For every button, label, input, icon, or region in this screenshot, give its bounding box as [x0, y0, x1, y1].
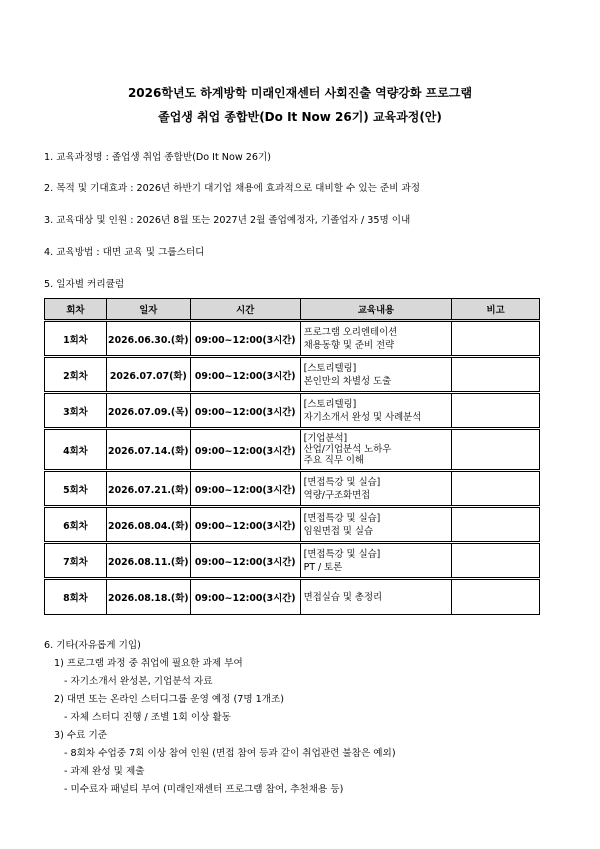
cell-time: 09:00~12:00(3시간) [190, 579, 300, 615]
table-row [45, 357, 540, 393]
cell-session: 1회차 [45, 321, 107, 357]
section-target: 3. 교육대상 및 인원 : 2026년 8월 또는 2027년 2월 졸업예정자, 기졸업자 / 35명 이내 [44, 215, 411, 226]
table-row [45, 321, 540, 357]
cell-date: 2026.06.30.(화) [106, 321, 190, 357]
header-session: 회차 [45, 299, 107, 321]
document-subtitle: 졸업생 취업 종합반(Do It Now 26기) 교육과정(안) [158, 110, 442, 124]
table-header-row [45, 299, 540, 321]
cell-time: 09:00~12:00(3시간) [190, 357, 300, 393]
document-title: 2026학년도 하계방학 미래인재센터 사회진출 역량강화 프로그램 [127, 86, 473, 100]
list-item: - 자기소개서 완성본, 기업분석 자료 [64, 676, 213, 687]
cell-note [452, 429, 540, 471]
cell-date: 2026.07.21.(화) [106, 471, 190, 507]
cell-date: 2026.08.18.(화) [106, 579, 190, 615]
cell-session: 6회차 [45, 507, 107, 543]
cell-date: 2026.08.04.(화) [106, 507, 190, 543]
cell-content: [기업분석] 산업/기업분석 노하우 주요 직무 이해 [300, 429, 452, 471]
cell-note [452, 321, 540, 357]
cell-content: [면접특강 및 실습] 역량/구조화면접 [300, 471, 452, 507]
table-row [45, 543, 540, 579]
cell-content: 면접실습 및 총정리 [300, 579, 452, 615]
cell-content: [스토리텔링] 자기소개서 완성 및 사례분석 [300, 393, 452, 429]
list-item: 1) 프로그램 과정 중 취업에 필요한 과제 부여 [54, 658, 243, 669]
section-purpose: 2. 목적 및 기대효과 : 2026년 하반기 대기업 채용에 효과적으로 대비할 수 있는 준비 과정 [44, 183, 421, 194]
cell-session: 5회차 [45, 471, 107, 507]
list-item: - 8회차 수업중 7회 이상 참여 인원 (면접 참여 등과 같이 취업관련 불참은 예외) [64, 748, 396, 759]
cell-content: 프로그램 오리엔테이션 채용동향 및 준비 전략 [300, 321, 452, 357]
cell-note [452, 357, 540, 393]
cell-time: 09:00~12:00(3시간) [190, 471, 300, 507]
cell-date: 2026.07.14.(화) [106, 429, 190, 471]
cell-session: 2회차 [45, 357, 107, 393]
cell-time: 09:00~12:00(3시간) [190, 321, 300, 357]
header-time: 시간 [190, 299, 300, 321]
list-item: - 자체 스터디 진행 / 조별 1회 이상 활동 [64, 712, 231, 723]
cell-date: 2026.08.11.(화) [106, 543, 190, 579]
section-etc-heading: 6. 기타(자유롭게 기입) [44, 640, 141, 651]
header-note: 비고 [452, 299, 540, 321]
cell-time: 09:00~12:00(3시간) [190, 507, 300, 543]
cell-session: 4회차 [45, 429, 107, 471]
cell-session: 8회차 [45, 579, 107, 615]
header-content: 교육내용 [300, 299, 452, 321]
cell-note [452, 543, 540, 579]
table-row [45, 507, 540, 543]
list-item: - 미수료자 패널티 부여 (미래인재센터 프로그램 참여, 추천채용 등) [64, 784, 344, 795]
cell-content: [면접특강 및 실습] 임원면접 및 실습 [300, 507, 452, 543]
cell-note [452, 471, 540, 507]
cell-time: 09:00~12:00(3시간) [190, 393, 300, 429]
list-item: 3) 수료 기준 [54, 730, 108, 741]
section-method: 4. 교육방법 : 대면 교육 및 그룹스터디 [44, 247, 205, 258]
table-row [45, 471, 540, 507]
cell-date: 2026.07.09.(목) [106, 393, 190, 429]
section-curriculum: 5. 일자별 커리큘럼 [44, 279, 125, 290]
header-date: 일자 [106, 299, 190, 321]
cell-note [452, 507, 540, 543]
section-course-name: 1. 교육과정명 : 졸업생 취업 종합반(Do It Now 26기) [44, 152, 271, 163]
cell-date: 2026.07.07(화) [106, 357, 190, 393]
cell-note [452, 393, 540, 429]
table-row [45, 429, 540, 471]
cell-content: [면접특강 및 실습] PT / 토론 [300, 543, 452, 579]
cell-time: 09:00~12:00(3시간) [190, 429, 300, 471]
cell-note [452, 579, 540, 615]
table-row [45, 393, 540, 429]
curriculum-table [44, 298, 540, 615]
cell-time: 09:00~12:00(3시간) [190, 543, 300, 579]
cell-session: 3회차 [45, 393, 107, 429]
list-item: 2) 대면 또는 온라인 스터디그룹 운영 예정 (7명 1개조) [54, 694, 285, 705]
cell-session: 7회차 [45, 543, 107, 579]
cell-content: [스토리텔링] 본인만의 차별성 도출 [300, 357, 452, 393]
table-row [45, 579, 540, 615]
list-item: - 과제 완성 및 제출 [64, 766, 145, 777]
